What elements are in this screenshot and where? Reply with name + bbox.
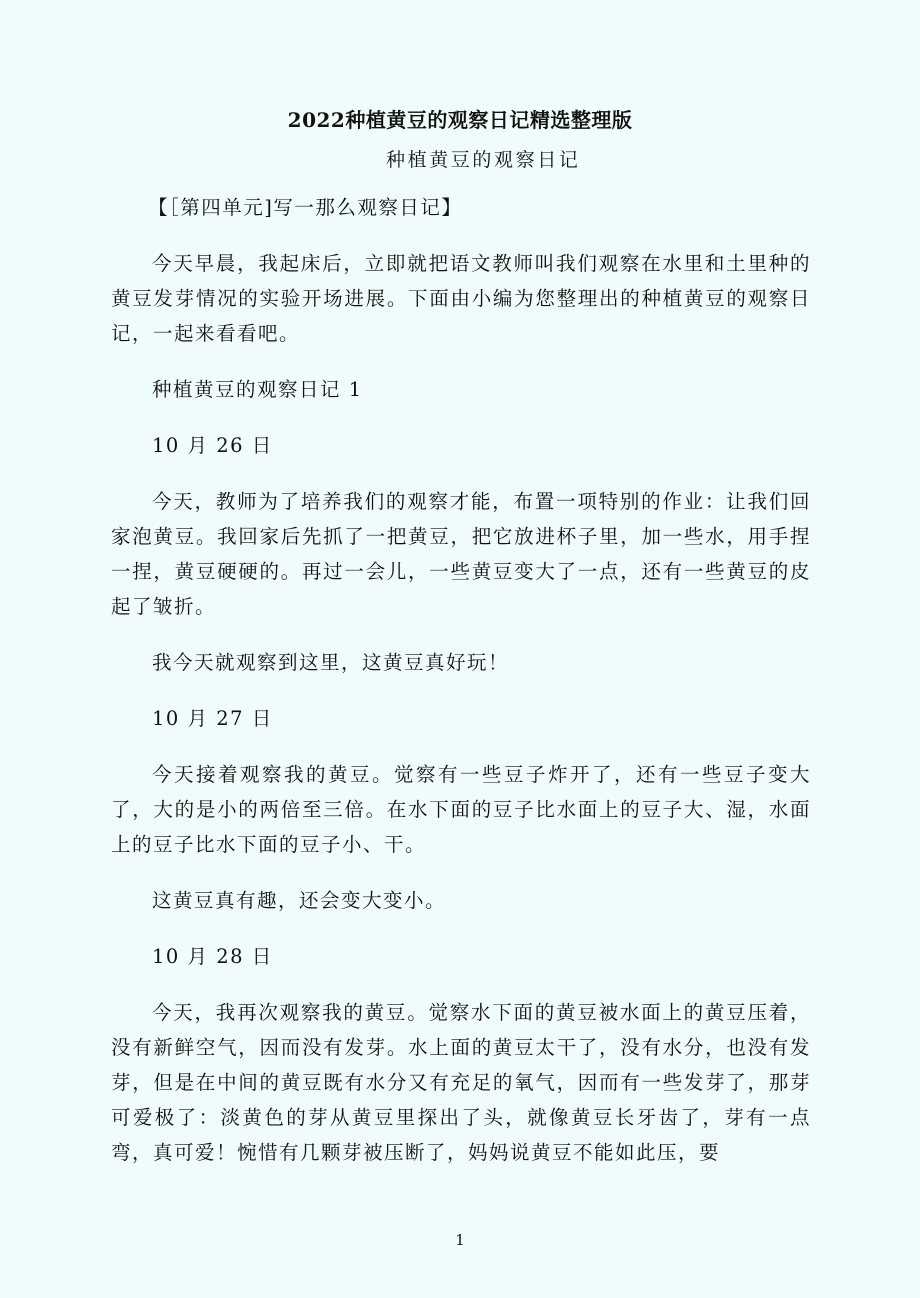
entry-date: 10 月 27 日 xyxy=(152,707,273,730)
entry-date: 10 月 28 日 xyxy=(152,945,273,968)
entry-paragraph: 今天接着观察我的黄豆。觉察有一些豆子炸开了，还有一些豆子变大了，大的是小的两倍至三倍。在水下面的豆子比水面上的豆子大、湿，水面上的豆子比水下面的豆子小、干。 xyxy=(111,763,811,856)
unit-heading: 【［第四单元]写一那么观察日记】 xyxy=(148,196,463,219)
document-subtitle: 种植黄豆的观察日记 xyxy=(386,149,581,171)
diary-heading: 种植黄豆的观察日记 1 xyxy=(152,378,363,401)
entry-paragraph: 今天，我再次观察我的黄豆。觉察水下面的黄豆被水面上的黄豆压着，没有新鲜空气，因而没有发芽。水上面的黄豆太干了，没有水分，也没有发芽，但是在中间的黄豆既有水分又有充足的氧气，因而有一些发芽了，那芽可爱极了：淡黄色的芽从黄豆里探出了头，就像黄豆长牙齿了，芽有一点弯，真可爱！惋惜有几颗芽被压断了，妈妈说黄豆不能如此压，要 xyxy=(111,1001,811,1164)
entry-date: 10 月 26 日 xyxy=(152,434,273,457)
document-body xyxy=(111,190,811,1191)
page-number: 1 xyxy=(455,1231,465,1249)
entry-paragraph: 今天，教师为了培养我们的观察才能，布置一项特别的作业：让我们回家泡黄豆。我回家后先抓了一把黄豆，把它放进杯子里，加一些水，用手捏一捏，黄豆硬硬的。再过一会儿，一些黄豆变大了一点，还有一些黄豆的皮起了皱折。 xyxy=(111,490,811,618)
entry-paragraph: 我今天就观察到这里，这黄豆真好玩！ xyxy=(152,651,510,674)
intro-paragraph: 今天早晨，我起床后，立即就把语文教师叫我们观察在水里和土里种的黄豆发芽情况的实验开场进展。下面由小编为您整理出的种植黄豆的观察日记，一起来看看吧。 xyxy=(111,252,811,345)
document-title: 2022种植黄豆的观察日记精选整理版 xyxy=(287,108,633,132)
entry-paragraph: 这黄豆真有趣，还会变大变小。 xyxy=(152,889,447,912)
